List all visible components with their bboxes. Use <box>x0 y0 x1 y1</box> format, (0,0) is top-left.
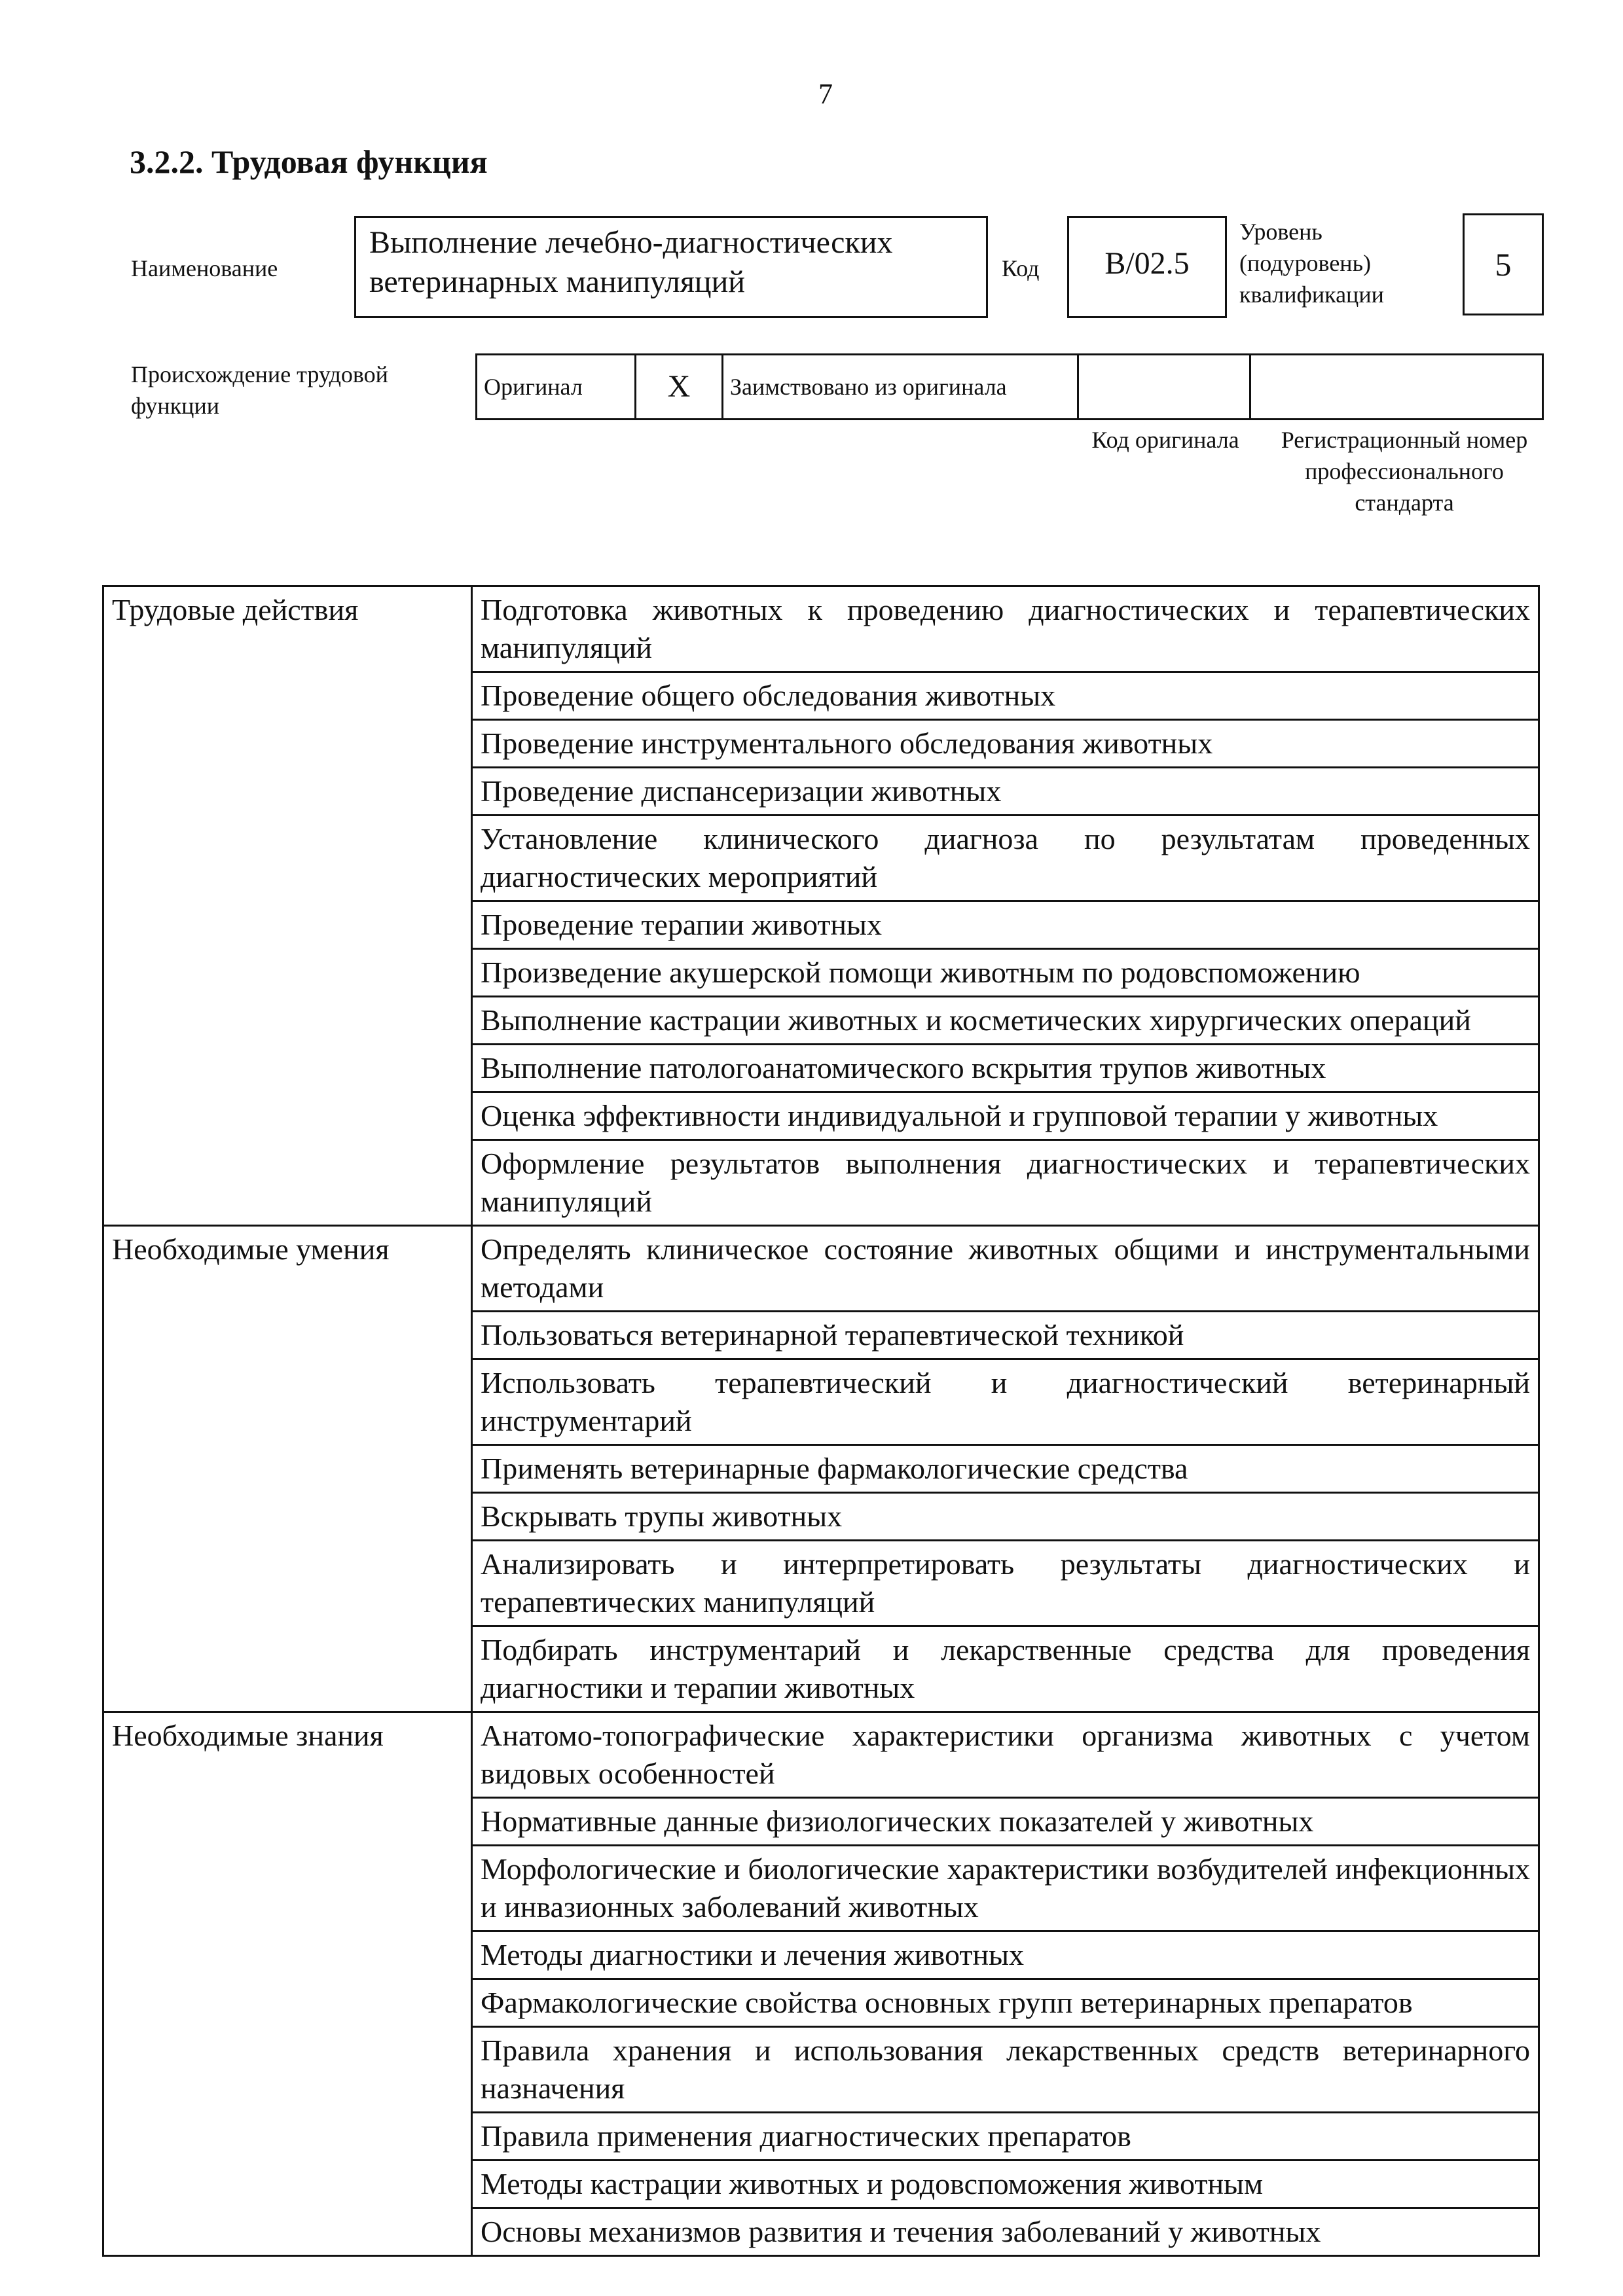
section-item: Подбирать инструментарий и лекарственные средства для проведения диагностики и терапии животных <box>472 1626 1539 1712</box>
code-original-caption: Код оригинала <box>1091 427 1239 453</box>
section-item: Оформление результатов выполнения диагностических и терапевтических манипуляций <box>472 1140 1539 1226</box>
section-item: Проведение диспансеризации животных <box>472 768 1539 816</box>
section-item: Анатомо-топографические характеристики организма животных с учетом видовых особенностей <box>472 1712 1539 1798</box>
page-number: 7 <box>818 78 833 110</box>
section-item: Оценка эффективности индивидуальной и групповой терапии у животных <box>472 1092 1539 1140</box>
original-label: Оригинал <box>477 355 636 420</box>
section-item: Проведение общего обследования животных <box>472 672 1539 720</box>
origin-label: Происхождение трудовой функции <box>131 361 388 419</box>
functions-table <box>102 585 1540 2257</box>
section-item: Морфологические и биологические характеристики возбудителей инфекционных и инвазионных заболеваний животных <box>472 1846 1539 1931</box>
section-item: Проведение терапии животных <box>472 901 1539 949</box>
name-label: Наименование <box>131 255 278 281</box>
code-label: Код <box>1002 255 1040 281</box>
section-item: Правила применения диагностических препаратов <box>472 2113 1539 2161</box>
section-item: Фармакологические свойства основных групп ветеринарных препаратов <box>472 1979 1539 2027</box>
section-category: Необходимые умения <box>103 1226 472 1712</box>
code-original-cell <box>1078 355 1250 420</box>
section-item: Анализировать и интерпретировать результаты диагностических и терапевтических манипуляций <box>472 1541 1539 1626</box>
section-item: Использовать терапевтический и диагностический ветеринарный инструментарий <box>472 1359 1539 1445</box>
section-item: Выполнение патологоанатомического вскрытия трупов животных <box>472 1045 1539 1092</box>
code-value: B/02.5 <box>1067 216 1227 318</box>
section-item: Пользоваться ветеринарной терапевтической техникой <box>472 1312 1539 1359</box>
section-item: Подготовка животных к проведению диагностических и терапевтических манипуляций <box>472 586 1539 672</box>
section-item: Проведение инструментального обследования животных <box>472 720 1539 768</box>
section-item: Произведение акушерской помощи животным по родовспоможению <box>472 949 1539 997</box>
section-item: Нормативные данные физиологических показателей у животных <box>472 1798 1539 1846</box>
origin-table <box>475 353 1544 420</box>
section-item: Определять клиническое состояние животных общими и инструментальными методами <box>472 1226 1539 1312</box>
section-item: Методы кастрации животных и родовспоможения животным <box>472 2161 1539 2208</box>
section-item: Установление клинического диагноза по результатам проведенных диагностических мероприятий <box>472 816 1539 901</box>
section-item: Методы диагностики и лечения животных <box>472 1931 1539 1979</box>
reg-number-caption: Регистрационный номер профессионального стандарта <box>1281 427 1528 516</box>
section-item: Применять ветеринарные фармакологические средства <box>472 1445 1539 1493</box>
borrowed-label: Заимствовано из оригинала <box>723 355 1078 420</box>
section-category: Трудовые действия <box>103 586 472 1226</box>
table-row <box>103 1226 1539 1312</box>
section-title: 3.2.2. Трудовая функция <box>130 143 488 180</box>
section-item: Основы механизмов развития и течения заболеваний у животных <box>472 2208 1539 2256</box>
level-label: Уровень (подуровень) квалификации <box>1239 219 1384 308</box>
original-mark: X <box>636 355 723 420</box>
section-item: Вскрывать трупы животных <box>472 1493 1539 1541</box>
section-item: Выполнение кастрации животных и косметических хирургических операций <box>472 997 1539 1045</box>
section-item: Правила хранения и использования лекарственных средств ветеринарного назначения <box>472 2027 1539 2113</box>
table-row <box>103 1712 1539 1798</box>
table-row <box>103 586 1539 672</box>
name-value: Выполнение лечебно-диагностических ветеринарных манипуляций <box>354 216 988 318</box>
section-category: Необходимые знания <box>103 1712 472 2256</box>
level-value: 5 <box>1463 213 1544 315</box>
reg-number-cell <box>1250 355 1543 420</box>
